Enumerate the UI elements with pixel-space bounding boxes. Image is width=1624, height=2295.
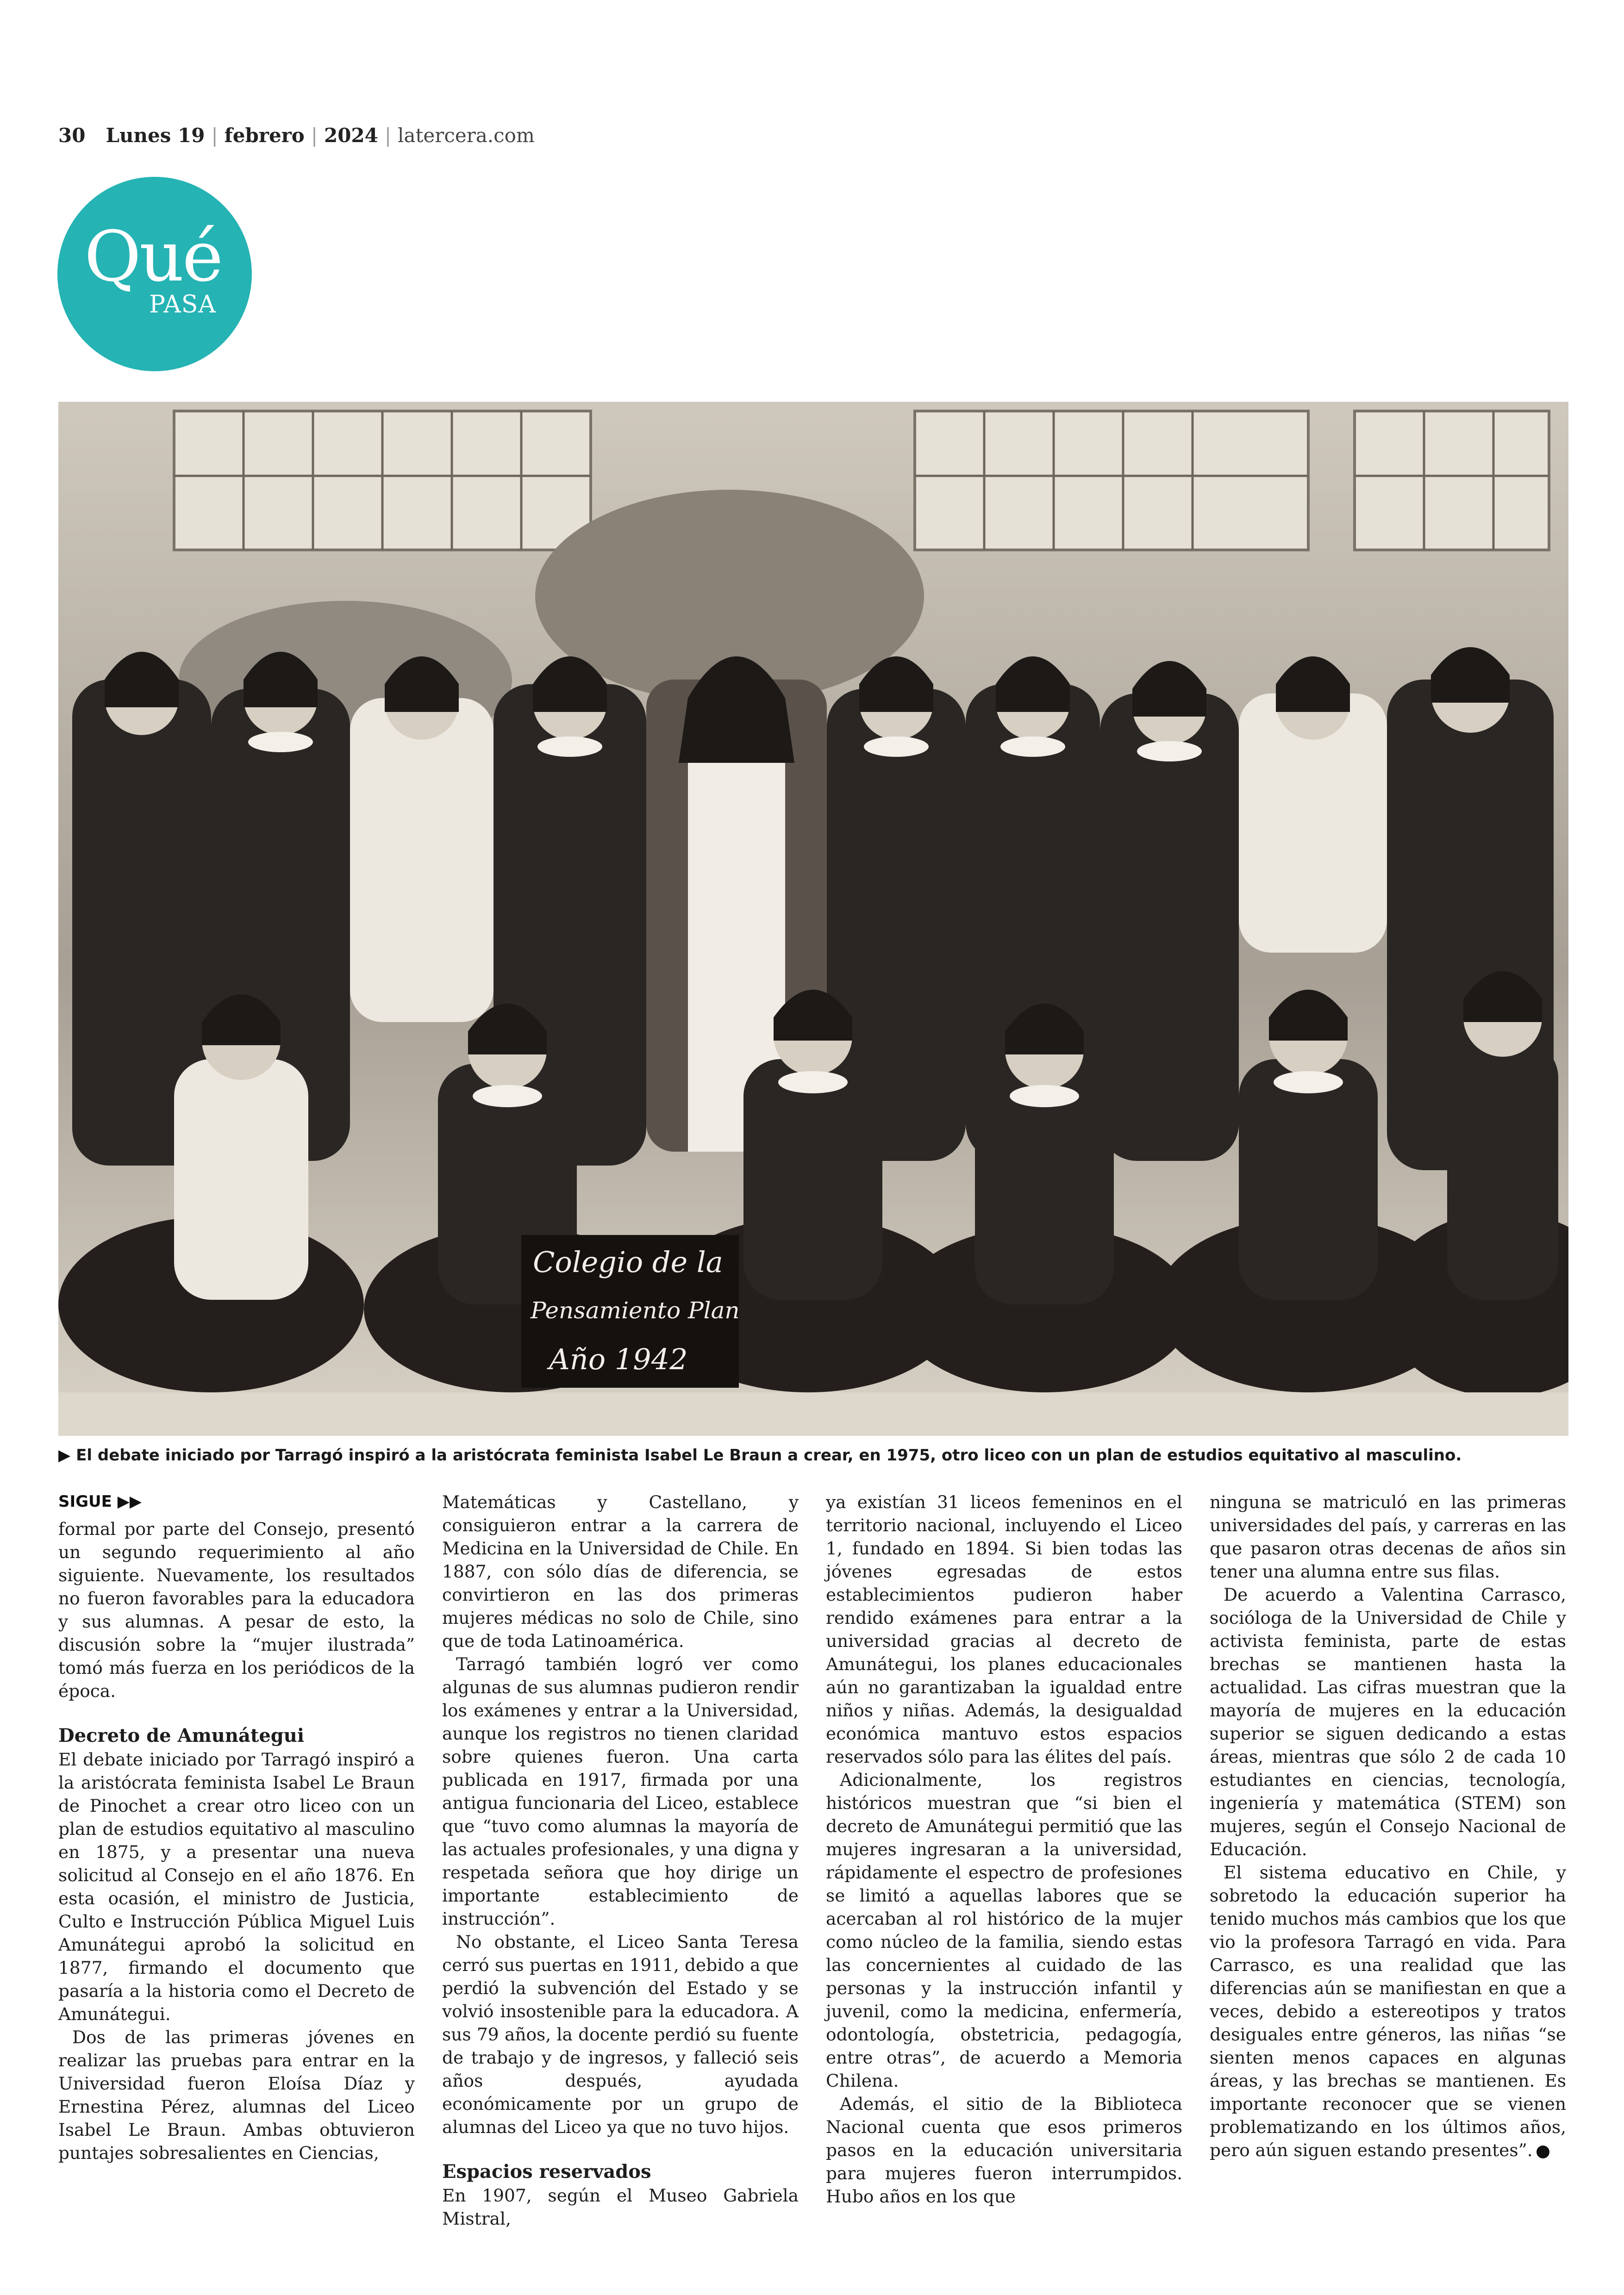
subheading: Espacios reservados [442, 2161, 651, 2183]
folio-day: Lunes 19 [106, 124, 205, 147]
article-column-1 [58, 1491, 415, 2164]
paragraph: Dos de las primeras jóvenes en realizar las pruebas para entrar en la Universidad fueron Eloísa Díaz y Ernestina Pérez, alumnas del Liceo Isabel Le Braun. Ambas obtuvieron puntajes sobresalientes en Ciencias, [58, 2027, 415, 2163]
logo-word-pasa: PASA [149, 291, 216, 318]
folio-month: febrero [224, 124, 305, 147]
page-folio [58, 124, 535, 147]
photo-inscription-line2: Pensamiento Plan [531, 1297, 740, 1324]
paragraph: Además, el sitio de la Biblioteca Nacional cuenta que esos primeros pasos en la educación universitaria para mujeres fueron interrumpidos. Hubo años en los que [826, 2094, 1182, 2207]
paragraph: ya existían 31 liceos femeninos en el territorio nacional, incluyendo el Liceo 1, fundado en 1894. Si bien todas las jóvenes egresadas de estos establecimientos pudieron haber rendido exámenes para entrar a la universidad gracias al decreto de Amunátegui, los planes educacionales aún no garantizaban la igualdad entre niños y niñas. Además, la desigualdad económica mantuvo estos espacios reservados sólo para las élites del país. [826, 1492, 1182, 1767]
page-number: 30 [58, 124, 86, 147]
paragraph: Adicionalmente, los registros históricos muestran que “si bien el decreto de Amunátegui permitió que las mujeres ingresaran a la universidad, rápidamente el espectro de profesiones se limitó a aquellas labores que se acercaban al rol histórico de la mujer como núcleo de la familia, siendo estas las concernientes al cuidado de las personas y la instrucción infantil y juvenil, como la medicina, enfermería, odontología, obstetricia, pedagogía, entre otras”, de acuerdo a Memoria Chilena. [826, 1770, 1182, 2091]
folio-year: 2024 [324, 124, 378, 147]
paragraph: formal por parte del Consejo, presentó un segundo requerimiento al año siguiente. Nuevamente, los resultados no fueron favorables para la educadora y sus alumnas. A pesar de esto, la discusión sobre la “mujer ilustrada” tomó más fuerza en los periódicos de la época. [58, 1519, 415, 1701]
folio-separator: | [384, 124, 392, 147]
photo-inscription-line1: Colegio de la [533, 1245, 723, 1279]
paragraph: Tarragó también logró ver como algunas de sus alumnas pudieron rendir los exámenes y entrar a la Universidad, aunque los registros no tienen claridad sobre quienes fueron. Una carta publicada en 1917, firmada por una antigua funcionaria del Liceo, establece que “tuvo como alumnas la mayoría de las actuales profesionales, y una digna y respetada señora que hoy dirige un importante establecimiento de instrucción”. [442, 1654, 799, 1929]
caption-text: El debate iniciado por Tarragó inspiró a la aristócrata feminista Isabel Le Braun a crear, en 1975, otro liceo con un plan de estudios equitativo al masculino. [76, 1446, 1462, 1465]
folio-separator: | [311, 124, 318, 147]
folio-site: latercera.com [398, 124, 535, 147]
paragraph: De acuerdo a Valentina Carrasco, socióloga de la Universidad de Chile y activista feminista, parte de estas brechas se mantienen hasta la actualidad. Las cifras muestran que la mayoría de mujeres en la educación superior se siguen dedicando a estas áreas, mientras que sólo 2 de cada 10 estudiantes en ciencias, tecnología, ingeniería y matemática (STEM) son mujeres, según el Consejo Nacional de Educación. [1210, 1584, 1566, 1859]
article-column-4 [1210, 1491, 1566, 2162]
article-column-2 [442, 1491, 799, 2230]
paragraph: ninguna se matriculó en las primeras universidades del país, y carreras en las que pasaron otras decenas de años sin tener una alumna entre sus filas. [1210, 1492, 1566, 1582]
folio-separator: | [211, 124, 218, 147]
subheading: Decreto de Amunátegui [58, 1725, 305, 1746]
historic-group-photo [58, 402, 1568, 1436]
paragraph: El sistema educativo en Chile, y sobretodo la educación superior ha tenido muchos más cambios que los que vio la profesora Tarragó en vida. Para Carrasco, es una realidad que las diferencias aún se manifiestan en que a veces, debido a estereotipos y tratos desiguales entre géneros, las niñas “se sienten menos capaces en algunas áreas, y las brechas se mantienen. Es importante reconocer que se vienen problematizando en los últimos años, pero aún siguen estando presentes”. [1210, 1862, 1566, 2160]
article-column-3 [826, 1491, 1182, 2208]
photo-caption [58, 1446, 1568, 1465]
paragraph: No obstante, el Liceo Santa Teresa cerró sus puertas en 1911, debido a que perdió la subvención del Estado y se volvió insostenible para la educadora. A sus 79 años, la docente perdió su fuente de trabajo y de ingresos, y falleció seis años después, ayudada económicamente por un grupo de alumnas del Liceo ya que no tuvo hijos. [442, 1932, 799, 2137]
logo-word-que: Qué [84, 217, 222, 297]
section-logo [57, 177, 252, 371]
end-of-article-mark [1537, 2145, 1549, 2158]
continued-label: SIGUE ▶▶ [58, 1492, 142, 1511]
caption-marker: ▶ [58, 1446, 71, 1465]
paragraph: El debate iniciado por Tarragó inspiró a la aristócrata feminista Isabel Le Braun de Pinochet a crear otro liceo con un plan de estudios equitativo al masculino en 1875, y a presentar una nueva solicitud al Consejo en el año 1876. En esta ocasión, el ministro de Justicia, Culto e Instrucción Pública Miguel Luis Amunátegui aprobó la solicitud en 1877, firmando el documento que pasaría a la historia como el Decreto de Amunátegui. [58, 1749, 415, 2024]
paragraph: Matemáticas y Castellano, y consiguieron entrar a la carrera de Medicina en la Universidad de Chile. En 1887, con sólo días de diferencia, se convirtieron en las dos primeras mujeres médicas no solo de Chile, sino que de toda Latinoamérica. [442, 1492, 799, 1651]
paragraph: En 1907, según el Museo Gabriela Mistral, [442, 2185, 799, 2229]
photo-inscription-line3: Año 1942 [549, 1342, 688, 1376]
